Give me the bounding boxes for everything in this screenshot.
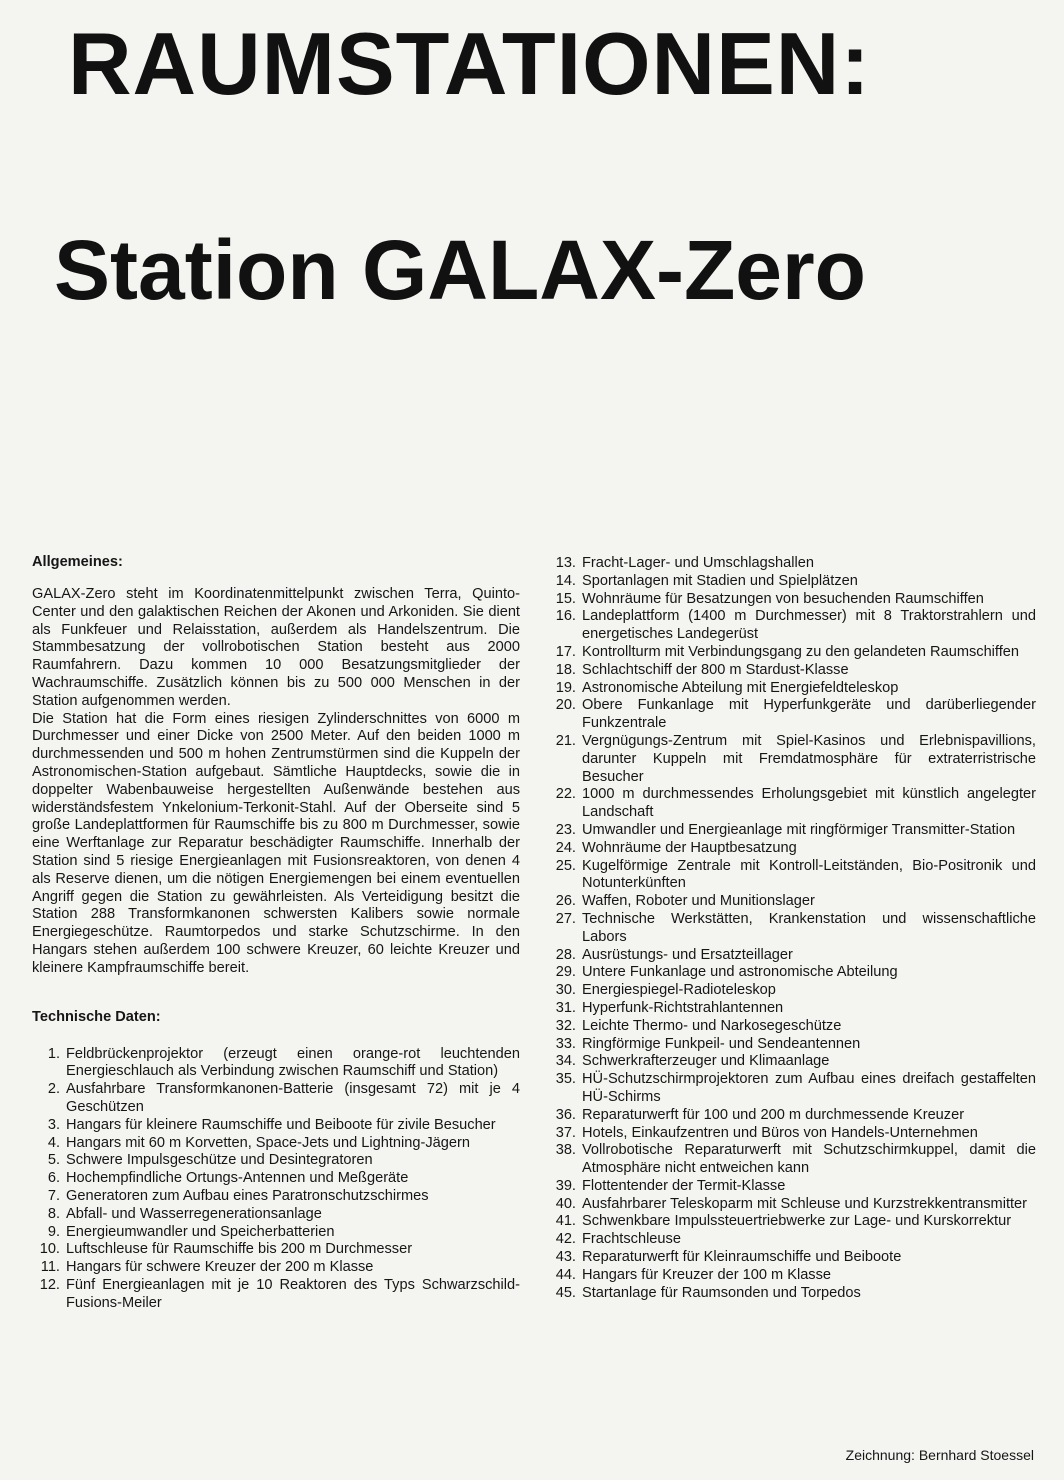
item-number: 19. (555, 679, 576, 696)
general-paragraph: Die Station hat die Form eines riesigen Zylinderschnittes von 6000 m Durchmesser und einer Dicke von 2500 Meter. Auf den beiden 1000 m durchmessenden und 500 m hohen Zentrumstürmen sind die Kuppeln der Astronomischen-Station aufgebaut. Sämtliche Hauptdecks, sowie die in doppelter Wabenbauweise hergestellten Außenwände bestehen aus widerständsfestem Ynkelonium-Terkonit-Stahl. Auf der Oberseite sind 5 große Landeplattformen für Raumschiffe bis zu 800 m Durchmesser, sowie eine Werftanlage zur Reparatur beschädigter Raumschiffe. Innerhalb der Station sind 5 riesige Energieanlagen mit Fusionsreaktoren, von denen 4 als Reserve dienen, um die nötigen Energiemengen bei einem eventuellen Angriff gegen die Station zu gewährleisten. Als Verteidigung besitzt die Station 288 Transformkanonen schwersten Kalibers sowie normale Energiegeschütze. Raumtorpedos und starke Schutzschirme. In den Hangars stehen außerdem 100 schwere Kreuzer, 60 leichte Kreuzer und kleinere Kampfraumschiffe bereit. (32, 710, 520, 976)
item-number: 10. (39, 1241, 60, 1258)
list-item (548, 555, 1036, 573)
list-item (548, 1267, 1036, 1285)
list-item (548, 1142, 1036, 1178)
list-item (32, 1170, 520, 1188)
list-item (32, 1081, 520, 1117)
list-item (548, 840, 1036, 858)
item-text: Generatoren zum Aufbau eines Paratronschutzschirmes (66, 1187, 429, 1204)
item-text: Leichte Thermo- und Narkosegeschütze (582, 1017, 842, 1034)
item-number: 24. (555, 839, 576, 856)
item-text: Energiespiegel-Radioteleskop (582, 982, 776, 999)
item-text: HÜ-Schutzschirmprojektoren zum Aufbau eines dreifach gestaffelten HÜ-Schirms (582, 1071, 1036, 1105)
item-number: 13. (555, 555, 576, 571)
list-item (32, 1277, 520, 1313)
technical-list-left (32, 1046, 520, 1313)
item-number: 41. (555, 1213, 576, 1230)
general-paragraph: GALAX-Zero steht im Koordinatenmittelpunkt zwischen Terra, Quinto-Center und den galaktischen Reichen der Akonen und Arkoniden. Sie dient als Funkfeuer und Relaisstation, außerdem als Handelszentrum. Die Stammbesatzung der vollrobotischen Station besteht aus 2000 Raumfahrern. Dazu kommen 10 000 Besatzungsmitglieder der Wachraumschiffe. Zusätzlich können bis zu 500 000 Menschen in der Station aufgenommen werden. (32, 586, 520, 709)
item-text: Hochempfindliche Ortungs-Antennen und Meßgeräte (66, 1170, 409, 1187)
item-number: 40. (555, 1195, 576, 1212)
item-number: 4. (47, 1134, 60, 1151)
right-column (548, 555, 1036, 1302)
item-number: 22. (555, 786, 576, 803)
list-item (548, 1196, 1036, 1214)
item-text: Fracht-Lager- und Umschlagshallen (582, 555, 814, 571)
item-text: Schlachtschiff der 800 m Stardust-Klasse (582, 661, 849, 678)
item-number: 21. (555, 732, 576, 749)
list-item (548, 591, 1036, 609)
item-number: 36. (555, 1106, 576, 1123)
list-item (548, 1036, 1036, 1054)
technical-list-right (548, 555, 1036, 1302)
item-number: 15. (555, 590, 576, 607)
item-text: Schwenkbare Impulssteuertriebwerke zur Lage- und Kurskorrektur (582, 1213, 1012, 1230)
list-item (32, 1135, 520, 1153)
item-text: Hotels, Einkaufzentren und Büros von Handels-Unternehmen (582, 1124, 978, 1141)
list-item (548, 1018, 1036, 1036)
list-item (548, 858, 1036, 894)
item-text: Hyperfunk-Richtstrahlantennen (582, 999, 784, 1016)
item-text: Sportanlagen mit Stadien und Spielplätzen (582, 572, 858, 589)
item-number: 6. (47, 1170, 60, 1187)
item-text: Vergnügungs-Zentrum mit Spiel-Kasinos und Erlebnispavillions, darunter Kuppeln mit Fremdatmosphäre für extraterristrische Besucher (582, 732, 1036, 785)
item-number: 29. (555, 964, 576, 981)
item-number: 17. (555, 643, 576, 660)
item-text: Untere Funkanlage und astronomische Abteilung (582, 964, 898, 981)
item-number: 1. (47, 1045, 60, 1062)
item-number: 18. (555, 661, 576, 678)
item-number: 26. (555, 893, 576, 910)
item-text: Startanlage für Raumsonden und Torpedos (582, 1284, 861, 1301)
page-subtitle: Station GALAX-Zero (54, 223, 866, 317)
item-text: Waffen, Roboter und Munitionslager (582, 893, 815, 910)
list-item (548, 1178, 1036, 1196)
item-text: Hangars mit 60 m Korvetten, Space-Jets und Lightning-Jägern (66, 1134, 470, 1151)
item-number: 38. (555, 1142, 576, 1159)
item-number: 9. (47, 1223, 60, 1240)
item-text: Reparaturwerft für 100 und 200 m durchmessende Kreuzer (582, 1106, 965, 1123)
item-text: Vollrobotische Reparaturwerft mit Schutzschirmkuppel, damit die Atmosphäre nicht entweichen kann (582, 1142, 1036, 1177)
item-text: Hangars für schwere Kreuzer der 200 m Klasse (66, 1259, 374, 1276)
list-item (548, 1125, 1036, 1143)
item-number: 8. (47, 1205, 60, 1222)
item-text: Abfall- und Wasserregenerationsanlage (66, 1205, 322, 1222)
item-number: 32. (555, 1017, 576, 1034)
item-text: Kontrollturm mit Verbindungsgang zu den gelandeten Raumschiffen (582, 643, 1020, 660)
list-item (32, 1188, 520, 1206)
page-title: RAUMSTATIONEN: (68, 14, 871, 113)
item-text: Schwerkrafterzeuger und Klimaanlage (582, 1053, 830, 1070)
list-item (32, 1259, 520, 1277)
item-text: Wohnräume der Hauptbesatzung (582, 839, 797, 856)
list-item (548, 786, 1036, 822)
item-number: 2. (47, 1081, 60, 1098)
item-number: 31. (555, 999, 576, 1016)
item-number: 3. (47, 1116, 60, 1133)
item-text: Wohnräume für Besatzungen von besuchenden Raumschiffen (582, 590, 984, 607)
item-text: Fünf Energieanlagen mit je 10 Reaktoren des Typs Schwarzschild-Fusions-Meiler (66, 1276, 520, 1311)
item-number: 28. (555, 946, 576, 963)
list-item (548, 1107, 1036, 1125)
item-number: 39. (555, 1177, 576, 1194)
item-number: 42. (555, 1231, 576, 1248)
list-item (548, 644, 1036, 662)
list-item (32, 1117, 520, 1135)
list-item (32, 1152, 520, 1170)
list-item (32, 1241, 520, 1259)
item-number: 33. (555, 1035, 576, 1052)
left-column (32, 553, 520, 1312)
item-text: Technische Werkstätten, Krankenstation und wissenschaftliche Labors (582, 910, 1036, 945)
list-item (548, 733, 1036, 786)
list-item (548, 608, 1036, 644)
item-number: 14. (555, 572, 576, 589)
item-text: Energieumwandler und Speicherbatterien (66, 1223, 335, 1240)
item-number: 7. (47, 1187, 60, 1204)
item-number: 20. (555, 697, 576, 714)
list-item (548, 1249, 1036, 1267)
item-text: Schwere Impulsgeschütze und Desintegratoren (66, 1152, 373, 1169)
item-number: 5. (47, 1152, 60, 1169)
general-heading: Allgemeines: (32, 554, 123, 570)
item-text: Hangars für kleinere Raumschiffe und Beiboote für zivile Besucher (66, 1116, 496, 1133)
list-item (548, 573, 1036, 591)
list-item (548, 1285, 1036, 1303)
list-item (548, 662, 1036, 680)
item-text: Ausrüstungs- und Ersatzteillager (582, 946, 793, 963)
item-text: Kugelförmige Zentrale mit Kontroll-Leitständen, Bio-Positronik und Notunterkünften (582, 857, 1036, 892)
item-number: 37. (555, 1124, 576, 1141)
item-text: Ringförmige Funkpeil- und Sendeantennen (582, 1035, 861, 1052)
item-text: Flottentender der Termit-Klasse (582, 1177, 786, 1194)
list-item (548, 893, 1036, 911)
item-text: Ausfahrbarer Teleskoparm mit Schleuse und Kurzstrekkentransmitter (582, 1195, 1028, 1212)
list-item (548, 947, 1036, 965)
item-number: 43. (555, 1249, 576, 1266)
item-number: 11. (40, 1259, 60, 1276)
list-item (548, 822, 1036, 840)
item-number: 25. (555, 857, 576, 874)
item-number: 44. (555, 1266, 576, 1283)
item-text: Luftschleuse für Raumschiffe bis 200 m Durchmesser (66, 1241, 413, 1258)
item-number: 16. (555, 608, 576, 625)
list-item (548, 982, 1036, 1000)
list-item (32, 1206, 520, 1224)
drawing-credit: Zeichnung: Bernhard Stoessel (845, 1447, 1034, 1463)
list-item (548, 680, 1036, 698)
item-number: 23. (555, 821, 576, 838)
list-item (548, 964, 1036, 982)
list-item (548, 911, 1036, 947)
item-text: Umwandler und Energieanlage mit ringförmiger Transmitter-Station (582, 821, 1016, 838)
list-item (548, 1231, 1036, 1249)
item-text: Astronomische Abteilung mit Energiefeldteleskop (582, 679, 899, 696)
item-text: Feldbrückenprojektor (erzeugt einen orange-rot leuchtenden Energieschlauch als Verbindung zwischen Raumschiff und Station) (66, 1045, 520, 1080)
list-item (548, 1213, 1036, 1231)
item-text: Hangars für Kreuzer der 100 m Klasse (582, 1266, 832, 1283)
list-item (548, 1053, 1036, 1071)
item-text: Reparaturwerft für Kleinraumschiffe und Beiboote (582, 1249, 902, 1266)
item-text: Ausfahrbare Transformkanonen-Batterie (insgesamt 72) mit je 4 Geschützen (66, 1081, 520, 1115)
item-number: 12. (39, 1276, 60, 1293)
item-number: 30. (555, 982, 576, 999)
list-item (548, 697, 1036, 733)
list-item (548, 1000, 1036, 1018)
technical-heading: Technische Daten: (32, 1008, 161, 1025)
item-number: 35. (555, 1071, 576, 1088)
list-item (32, 1046, 520, 1082)
list-item (548, 1071, 1036, 1107)
item-number: 45. (555, 1284, 576, 1301)
item-number: 34. (555, 1053, 576, 1070)
item-text: Frachtschleuse (582, 1231, 681, 1248)
item-text: 1000 m durchmessendes Erholungsgebiet mit künstlich angelegter Landschaft (582, 786, 1036, 821)
item-number: 27. (555, 910, 576, 927)
item-text: Obere Funkanlage mit Hyperfunkgeräte und darüberliegender Funkzentrale (582, 697, 1036, 732)
item-text: Landeplattform (1400 m Durchmesser) mit 8 Traktorstrahlern und energetisches Landegerüst (582, 608, 1036, 643)
list-item (32, 1224, 520, 1242)
